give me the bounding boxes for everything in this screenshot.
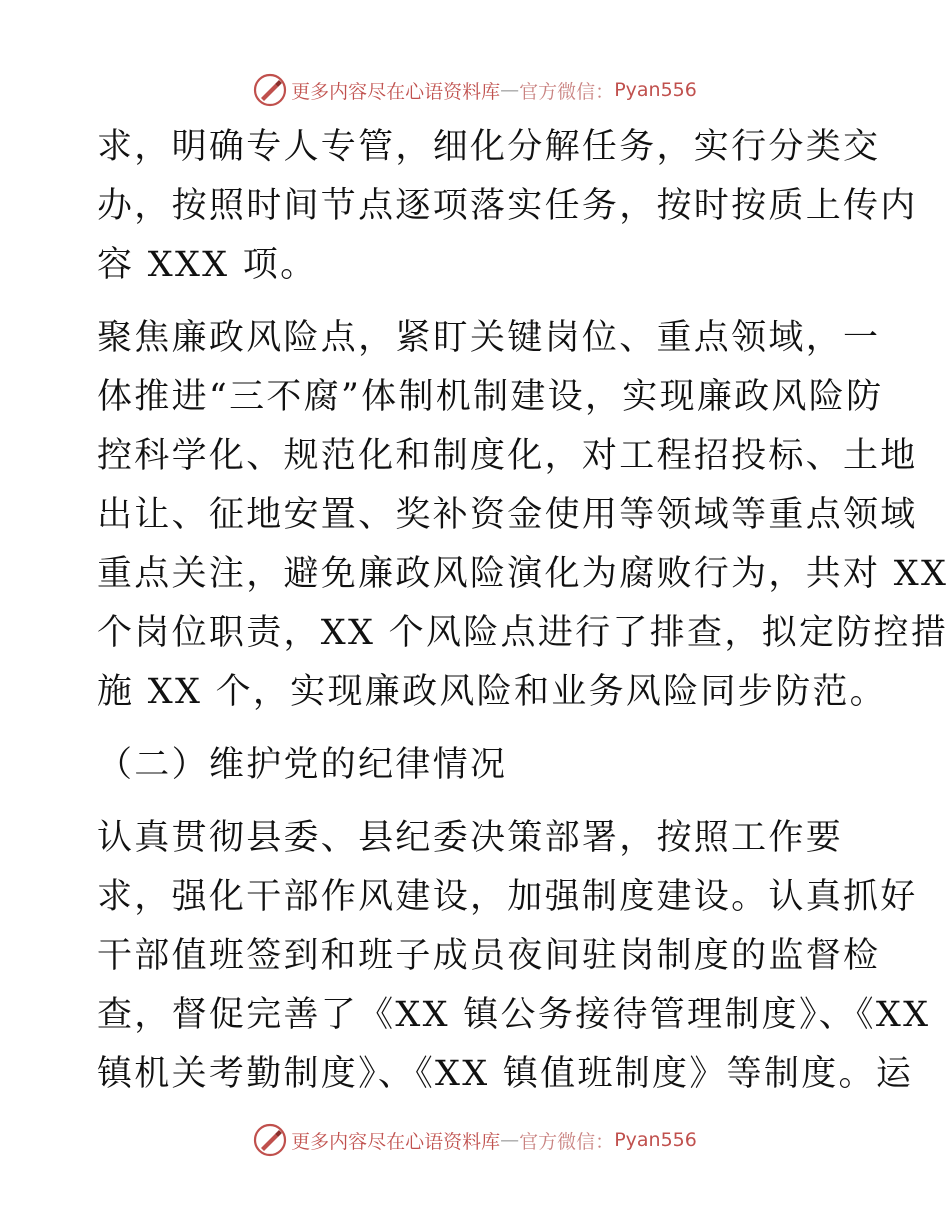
text-line: 求，强化干部作风建设，加强制度建设。认真抓好 — [97, 877, 918, 917]
watermark-wechat-id: Pyan556 — [614, 79, 697, 101]
section-heading-text: （二）维护党的纪律情况 — [97, 745, 508, 785]
text-line: 个岗位职责，XX 个风险点进行了排查，拟定防控措 — [97, 613, 949, 653]
text-line: 求，明确专人专管，细化分解任务，实行分类交 — [97, 127, 881, 167]
watermark-wechat-label: 官方微信： — [519, 1130, 615, 1153]
paragraph — [97, 809, 931, 1104]
text-line: 镇机关考勤制度》、《XX 镇值班制度》等制度。运 — [97, 1054, 914, 1094]
text-line: 容 XXX 项。 — [97, 245, 318, 285]
footer-watermark — [0, 1122, 950, 1158]
text-line: 干部值班签到和班子成员夜间驻岗制度的监督检 — [97, 936, 881, 976]
section-heading — [97, 736, 857, 795]
watermark-separator: — — [500, 1129, 520, 1151]
header-watermark — [0, 72, 950, 108]
text-line: 体推进“三不腐”体制机制建设，实现廉政风险防 — [97, 377, 884, 417]
watermark-wechat-id: Pyan556 — [614, 1129, 697, 1151]
paragraph — [97, 118, 918, 295]
paragraph — [97, 309, 949, 722]
document-body — [97, 118, 949, 1104]
pen-logo-icon — [253, 1123, 287, 1157]
text-line: 认真贯彻县委、县纪委决策部署，按照工作要 — [97, 818, 844, 858]
text-line: 重点关注，避免廉政风险演化为腐败行为，共对 XX — [97, 554, 949, 594]
watermark-site-text: 更多内容尽在心语资料库 — [291, 80, 501, 103]
watermark-wechat-label: 官方微信： — [519, 80, 615, 103]
watermark-site-text: 更多内容尽在心语资料库 — [291, 1130, 501, 1153]
text-line: 查，督促完善了《XX 镇公务接待管理制度》、《XX — [97, 995, 931, 1035]
text-line: 出让、征地安置、奖补资金使用等领域等重点领域 — [97, 495, 918, 535]
text-line: 聚焦廉政风险点，紧盯关键岗位、重点领域，一 — [97, 318, 881, 358]
text-line: 控科学化、规范化和制度化，对工程招投标、土地 — [97, 436, 918, 476]
text-line: 办，按照时间节点逐项落实任务，按时按质上传内 — [97, 186, 918, 226]
pen-logo-icon — [253, 73, 287, 107]
watermark-separator: — — [500, 79, 520, 101]
text-line: 施 XX 个，实现廉政风险和业务风险同步防范。 — [97, 672, 887, 712]
